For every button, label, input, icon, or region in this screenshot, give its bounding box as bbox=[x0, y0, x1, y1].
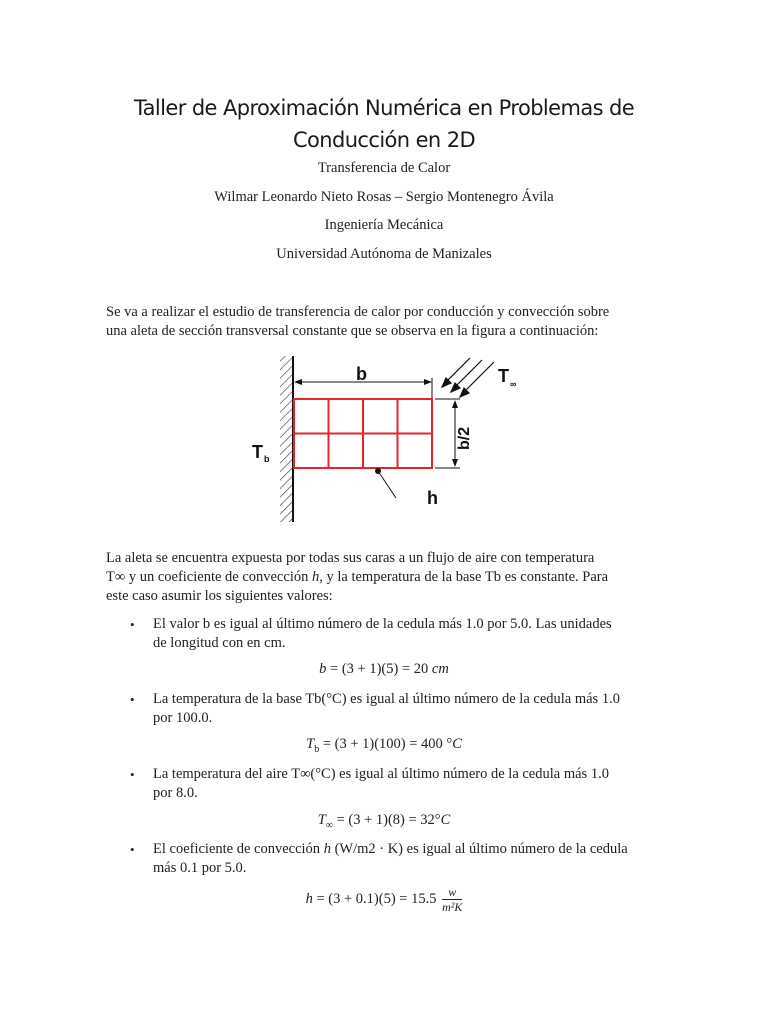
assumptions-line-2-a: T∞ y un coeficiente de convección bbox=[106, 569, 312, 585]
equation-tinf-sub: ∞ bbox=[325, 819, 333, 831]
intro-line-2: una aleta de sección transversal constante que se observa en la figura a continuación: bbox=[106, 323, 599, 339]
dimension-b-arrow-right bbox=[424, 379, 432, 385]
bullet-2-line-2: por 100.0. bbox=[153, 710, 213, 726]
assumptions-line-2-b: , y la temperatura de la base Tb es constante. Para bbox=[319, 569, 609, 585]
bullet-2-line-1: La temperatura de la base Tb(°C) es igual al último número de la cedula más 1.0 bbox=[153, 691, 620, 707]
bullet-marker: • bbox=[130, 692, 135, 707]
label-h: h bbox=[427, 488, 438, 508]
assumptions-line-2 bbox=[106, 568, 666, 587]
document-title bbox=[80, 92, 688, 156]
bullet-marker: • bbox=[130, 617, 135, 632]
dimension-b-arrow-left bbox=[294, 379, 302, 385]
fin-diagram bbox=[240, 350, 540, 530]
fraction-denominator: m²K bbox=[442, 900, 463, 914]
assumptions-line-3: este caso asumir los siguientes valores: bbox=[106, 588, 333, 604]
equation-tb-rest: = (3 + 1)(100) = 400 ° bbox=[319, 736, 453, 752]
equation-tb-var: T bbox=[306, 736, 315, 752]
bullet-4-line-1-h: h bbox=[323, 841, 331, 857]
equation-b-unit: cm bbox=[431, 661, 449, 677]
university-line: Universidad Autónoma de Manizales bbox=[276, 246, 492, 262]
h-leader-line bbox=[378, 471, 396, 498]
assumptions-paragraph bbox=[106, 549, 666, 606]
equation-tinf-var: T bbox=[317, 812, 326, 828]
label-t-inf-sub: ∞ bbox=[510, 379, 517, 389]
bullet-4-line-1-b: (W/m2 · K) es igual al último número de la cedula bbox=[330, 841, 628, 857]
equation-tinf bbox=[100, 812, 668, 831]
fin-grid bbox=[294, 399, 432, 468]
equation-b-rest: = (3 + 1)(5) = 20 bbox=[326, 661, 432, 677]
bullet-4-line-2: más 0.1 por 5.0. bbox=[153, 860, 247, 876]
intro-paragraph bbox=[106, 303, 666, 341]
program-line: Ingeniería Mecánica bbox=[324, 217, 444, 233]
bullet-4-line-1-a: El coeficiente de convección bbox=[153, 841, 324, 857]
label-b-half: b/2 bbox=[456, 426, 473, 450]
equation-h-fraction bbox=[442, 885, 462, 914]
intro-line-1: Se va a realizar el estudio de transferencia de calor por conducción y convección sobre bbox=[106, 304, 610, 320]
bullet-3-line-2: por 8.0. bbox=[153, 785, 198, 801]
label-tb-sub: b bbox=[264, 454, 270, 464]
equation-h-rest: = (3 + 0.1)(5) = 15.5 bbox=[312, 890, 441, 907]
equation-b-var: b bbox=[319, 661, 327, 677]
bullet-1-line-1: El valor b es igual al último número de la cedula más 1.0 por 5.0. Las unidades bbox=[153, 616, 612, 632]
bullet-2-text bbox=[153, 690, 667, 728]
bullet-1-text bbox=[153, 615, 667, 653]
title-line-2: Conducción en 2D bbox=[292, 128, 476, 152]
title-line-1: Taller de Aproximación Numérica en Problemas de bbox=[133, 96, 635, 120]
label-tb: T bbox=[252, 442, 263, 462]
label-t-inf: T bbox=[498, 366, 509, 386]
bullet-marker: • bbox=[130, 842, 135, 857]
wall-hatch bbox=[280, 356, 292, 522]
equation-tb-sub: b bbox=[314, 743, 320, 755]
equation-b bbox=[100, 661, 668, 678]
equation-tb-unit: C bbox=[452, 736, 462, 752]
fraction-numerator: w bbox=[442, 885, 462, 900]
bullet-4-line-1 bbox=[153, 840, 667, 859]
bullet-1-line-2: de longitud con en cm. bbox=[153, 635, 286, 651]
equation-h-var: h bbox=[305, 890, 313, 907]
assumptions-line-1: La aleta se encuentra expuesta por todas sus caras a un flujo de aire con temperatura bbox=[106, 550, 595, 566]
bullet-4-text bbox=[153, 840, 667, 878]
label-b: b bbox=[356, 364, 367, 384]
equation-h bbox=[100, 885, 668, 914]
dimension-b-half-arrow-bottom bbox=[452, 459, 458, 467]
equation-tb bbox=[100, 736, 668, 755]
equation-tinf-rest: = (3 + 1)(8) = 32° bbox=[332, 812, 441, 828]
bullet-3-text bbox=[153, 765, 667, 803]
air-flow-arrows bbox=[442, 358, 494, 397]
subject-line: Transferencia de Calor bbox=[317, 160, 451, 176]
dimension-b-half-arrow-top bbox=[452, 400, 458, 408]
bullet-marker: • bbox=[130, 767, 135, 782]
assumptions-line-2-h: h bbox=[312, 569, 320, 585]
equation-tinf-unit: C bbox=[440, 812, 451, 828]
bullet-3-line-1: La temperatura del aire T∞(°C) es igual al último número de la cedula más 1.0 bbox=[153, 766, 609, 782]
authors-line: Wilmar Leonardo Nieto Rosas – Sergio Montenegro Ávila bbox=[214, 189, 554, 205]
